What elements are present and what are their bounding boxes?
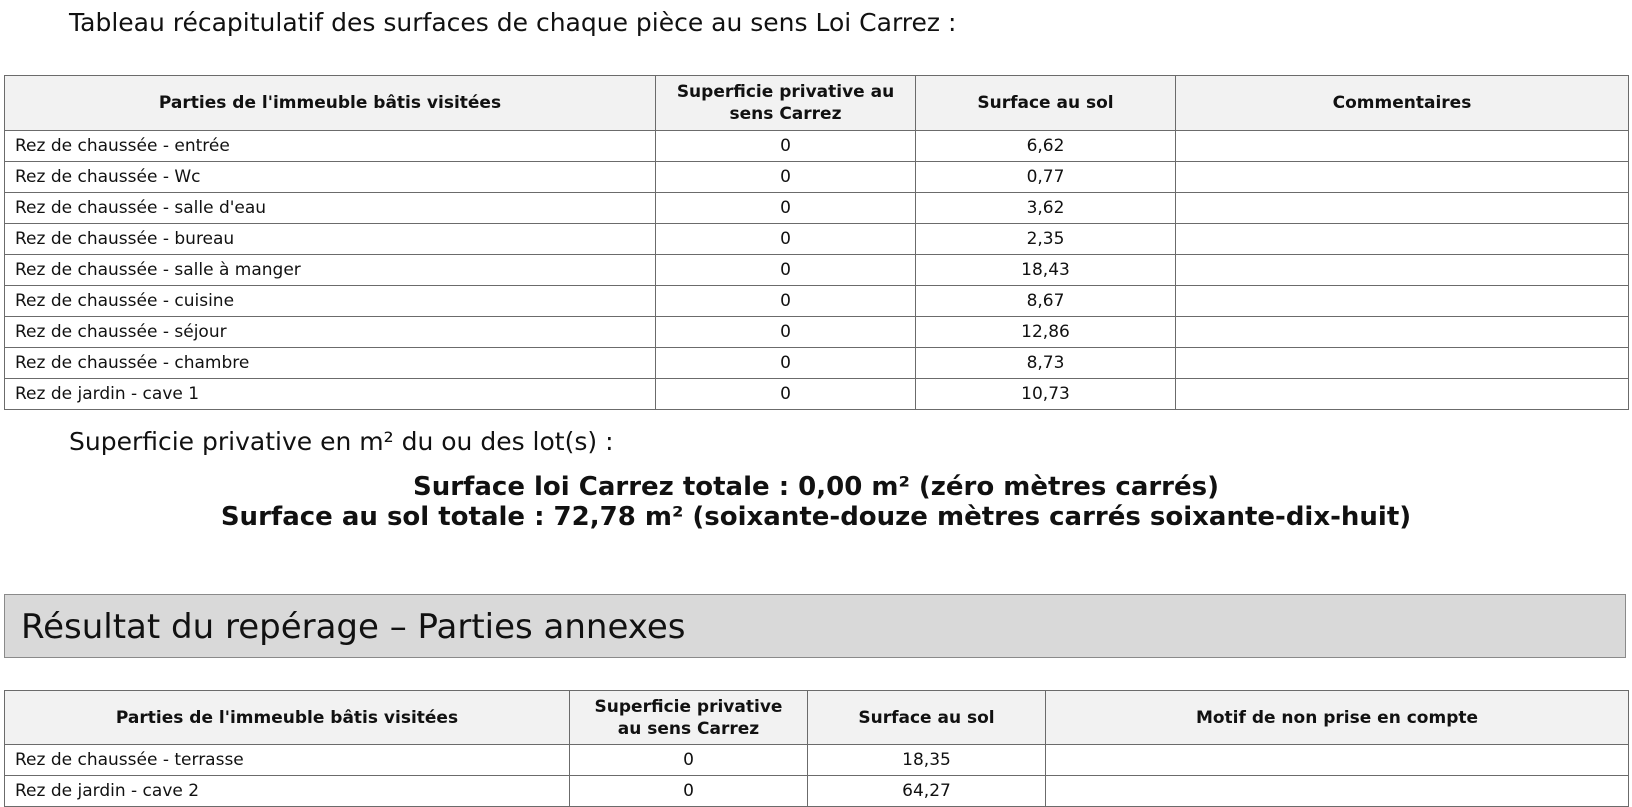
cell-part: Rez de chaussée - entrée	[5, 131, 656, 162]
column-header-motif: Motif de non prise en compte	[1046, 691, 1629, 745]
cell-carrez: 0	[656, 131, 916, 162]
cell-sol: 64,27	[808, 776, 1046, 807]
column-header-comments: Commentaires	[1176, 76, 1629, 131]
cell-carrez: 0	[656, 193, 916, 224]
column-header-sol: Surface au sol	[916, 76, 1176, 131]
cell-motif	[1046, 745, 1629, 776]
column-header-sol: Surface au sol	[808, 691, 1046, 745]
cell-carrez: 0	[656, 255, 916, 286]
lot-surface-label: Superficie privative en m² du ou des lot(s) :	[69, 427, 614, 456]
cell-part: Rez de chaussée - terrasse	[5, 745, 570, 776]
table-row	[5, 317, 1629, 348]
table-row	[5, 255, 1629, 286]
cell-comment	[1176, 193, 1629, 224]
cell-carrez: 0	[656, 379, 916, 410]
cell-part: Rez de chaussée - Wc	[5, 162, 656, 193]
cell-carrez: 0	[656, 286, 916, 317]
table-row	[5, 286, 1629, 317]
cell-sol: 2,35	[916, 224, 1176, 255]
cell-comment	[1176, 317, 1629, 348]
cell-sol: 6,62	[916, 131, 1176, 162]
cell-comment	[1176, 379, 1629, 410]
cell-part: Rez de jardin - cave 2	[5, 776, 570, 807]
table-row	[5, 348, 1629, 379]
cell-comment	[1176, 162, 1629, 193]
cell-sol: 3,62	[916, 193, 1176, 224]
cell-sol: 10,73	[916, 379, 1176, 410]
cell-sol: 0,77	[916, 162, 1176, 193]
section-header-annexes	[4, 594, 1626, 658]
table-row	[5, 224, 1629, 255]
cell-sol: 18,43	[916, 255, 1176, 286]
cell-comment	[1176, 224, 1629, 255]
cell-part: Rez de jardin - cave 1	[5, 379, 656, 410]
cell-sol: 8,67	[916, 286, 1176, 317]
cell-carrez: 0	[656, 348, 916, 379]
intro-text: Tableau récapitulatif des surfaces de chaque pièce au sens Loi Carrez :	[69, 8, 957, 37]
table-row	[5, 745, 1629, 776]
cell-comment	[1176, 286, 1629, 317]
table-row	[5, 776, 1629, 807]
cell-carrez: 0	[570, 776, 808, 807]
cell-part: Rez de chaussée - salle à manger	[5, 255, 656, 286]
carrez-surfaces-table	[4, 75, 1629, 410]
cell-comment	[1176, 348, 1629, 379]
table-row	[5, 193, 1629, 224]
cell-comment	[1176, 255, 1629, 286]
column-header-parts: Parties de l'immeuble bâtis visitées	[5, 76, 656, 131]
table-row	[5, 162, 1629, 193]
cell-part: Rez de chaussée - cuisine	[5, 286, 656, 317]
cell-sol: 18,35	[808, 745, 1046, 776]
cell-carrez: 0	[656, 317, 916, 348]
cell-sol: 8,73	[916, 348, 1176, 379]
cell-part: Rez de chaussée - chambre	[5, 348, 656, 379]
cell-carrez: 0	[570, 745, 808, 776]
cell-carrez: 0	[656, 224, 916, 255]
cell-part: Rez de chaussée - bureau	[5, 224, 656, 255]
totals-block	[4, 472, 1628, 532]
section-title: Résultat du repérage – Parties annexes	[21, 607, 686, 647]
sol-total-line: Surface au sol totale : 72,78 m² (soixante-douze mètres carrés soixante-dix-huit)	[220, 502, 1412, 532]
table-row	[5, 131, 1629, 162]
cell-comment	[1176, 131, 1629, 162]
annexes-surfaces-table	[4, 690, 1629, 807]
column-header-carrez: Superficie privative au sens Carrez	[656, 76, 916, 131]
cell-part: Rez de chaussée - salle d'eau	[5, 193, 656, 224]
column-header-carrez: Superficie privative au sens Carrez	[570, 691, 808, 745]
table-header-row	[5, 76, 1629, 131]
table-row	[5, 379, 1629, 410]
cell-motif	[1046, 776, 1629, 807]
cell-carrez: 0	[656, 162, 916, 193]
cell-part: Rez de chaussée - séjour	[5, 317, 656, 348]
table-header-row	[5, 691, 1629, 745]
column-header-parts: Parties de l'immeuble bâtis visitées	[5, 691, 570, 745]
cell-sol: 12,86	[916, 317, 1176, 348]
carrez-total-line: Surface loi Carrez totale : 0,00 m² (zéro mètres carrés)	[413, 472, 1219, 502]
